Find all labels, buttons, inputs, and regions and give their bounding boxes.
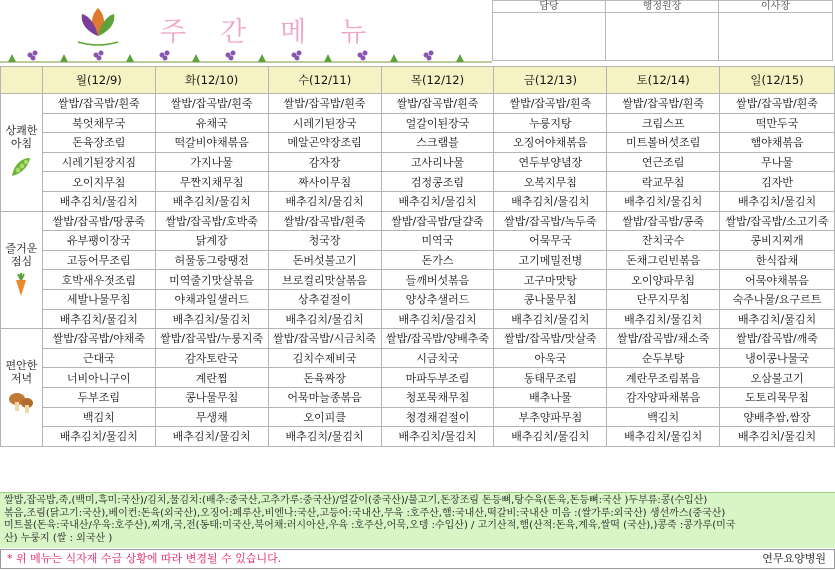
- menu-row: [1, 309, 835, 329]
- menu-cell: 단무지무침: [607, 289, 720, 309]
- menu-cell: 오이지무침: [42, 172, 155, 192]
- menu-cell: 청경채겉절이: [381, 407, 494, 427]
- menu-cell: 백김치: [42, 407, 155, 427]
- menu-cell: 배추김치/물김치: [494, 427, 607, 447]
- menu-cell: 두부조림: [42, 387, 155, 407]
- weekly-menu-table: [0, 66, 835, 447]
- meal-label: [1, 94, 43, 212]
- signature-cell: [719, 13, 833, 61]
- menu-cell: 시레기된장국: [268, 113, 381, 133]
- menu-cell: 감자토란국: [155, 348, 268, 368]
- menu-cell: 들깨버섯볶음: [381, 270, 494, 290]
- menu-row: [1, 152, 835, 172]
- menu-cell: 스크램블: [381, 133, 494, 153]
- menu-cell: 감자양파채볶음: [607, 387, 720, 407]
- menu-cell: 무짠지채무침: [155, 172, 268, 192]
- page-title: 주간메뉴: [160, 17, 401, 48]
- menu-cell: 콩비지찌개: [720, 231, 835, 251]
- menu-cell: 쌀밥/잡곡밥/소고기죽: [720, 211, 835, 231]
- menu-cell: 쌀밥/잡곡밥/누룽지죽: [155, 329, 268, 349]
- menu-cell: 계란무조림볶음: [607, 368, 720, 388]
- menu-cell: 어묵마늘종볶음: [268, 387, 381, 407]
- day-header: 월(12/9): [42, 67, 155, 94]
- menu-cell: 쌀밥/잡곡밥/흰죽: [268, 211, 381, 231]
- menu-cell: 배추김치/물김치: [42, 191, 155, 211]
- menu-cell: 양상추샐러드: [381, 289, 494, 309]
- hospital-logo-icon: [66, 2, 130, 48]
- menu-cell: 세발나물무침: [42, 289, 155, 309]
- menu-cell: 배추김치/물김치: [268, 427, 381, 447]
- menu-cell: 오삼불고기: [720, 368, 835, 388]
- menu-cell: 배추김치/물김치: [155, 191, 268, 211]
- day-header-row: [1, 67, 835, 94]
- menu-cell: 콩나물무침: [155, 387, 268, 407]
- menu-cell: 떡갈비야채볶음: [155, 133, 268, 153]
- notice-message: 위 메뉴는 식자재 수급 상황에 따라 변경될 수 있습니다.: [16, 552, 282, 565]
- day-header: 토(12/14): [607, 67, 720, 94]
- day-header: 목(12/12): [381, 67, 494, 94]
- menu-cell: 배추김치/물김치: [720, 191, 835, 211]
- menu-row: [1, 94, 835, 114]
- menu-cell: 콩나물무침: [494, 289, 607, 309]
- menu-cell: 아욱국: [494, 348, 607, 368]
- menu-cell: 배추김치/물김치: [607, 191, 720, 211]
- menu-cell: 숙주나물/요구르트: [720, 289, 835, 309]
- menu-cell: 브로컬리맛살볶음: [268, 270, 381, 290]
- menu-cell: 연두부양념장: [494, 152, 607, 172]
- menu-cell: 쌀밥/잡곡밥/흰죽: [42, 94, 155, 114]
- menu-row: [1, 133, 835, 153]
- menu-cell: 고등어무조림: [42, 250, 155, 270]
- menu-cell: 상추겉절이: [268, 289, 381, 309]
- menu-cell: 돈버섯불고기: [268, 250, 381, 270]
- menu-cell: 배추김치/물김치: [720, 309, 835, 329]
- menu-cell: 배추김치/물김치: [607, 427, 720, 447]
- menu-cell: 배추김치/물김치: [268, 309, 381, 329]
- menu-cell: 근대국: [42, 348, 155, 368]
- menu-cell: 청국장: [268, 231, 381, 251]
- approval-label: 이사장: [719, 1, 833, 13]
- menu-cell: 배추김치/물김치: [381, 191, 494, 211]
- menu-cell: 쌀밥/잡곡밥/흰죽: [268, 94, 381, 114]
- menu-cell: 도토리묵무침: [720, 387, 835, 407]
- menu-cell: 쌀밥/잡곡밥/깨죽: [720, 329, 835, 349]
- menu-cell: 김자반: [720, 172, 835, 192]
- menu-cell: 얼갈이된장국: [381, 113, 494, 133]
- menu-cell: 닭계장: [155, 231, 268, 251]
- menu-cell: 가지나물: [155, 152, 268, 172]
- notice-bar: [0, 549, 835, 569]
- menu-cell: 배추김치/물김치: [381, 309, 494, 329]
- menu-cell: 야채과일샐러드: [155, 289, 268, 309]
- menu-cell: 쌀밥/잡곡밥/호박죽: [155, 211, 268, 231]
- meal-name-line: 상쾌한: [5, 124, 38, 138]
- menu-cell: 쌀밥/잡곡밥/달걀죽: [381, 211, 494, 231]
- menu-cell: 쌀밥/잡곡밥/흰죽: [381, 94, 494, 114]
- menu-cell: 어묵야채볶음: [720, 270, 835, 290]
- menu-cell: 메알곤약장조림: [268, 133, 381, 153]
- menu-cell: 쌀밥/잡곡밥/흰죽: [494, 94, 607, 114]
- menu-cell: 돈채그린빈볶음: [607, 250, 720, 270]
- notice-mark: *: [7, 552, 13, 565]
- menu-cell: 고구마맛탕: [494, 270, 607, 290]
- meal-name-line: 저녁: [10, 372, 33, 386]
- menu-cell: 배추김치/물김치: [381, 427, 494, 447]
- meal-label: [1, 211, 43, 329]
- menu-cell: 부추양파무침: [494, 407, 607, 427]
- menu-cell: 배추김치/물김치: [268, 191, 381, 211]
- menu-cell: 잔치국수: [607, 231, 720, 251]
- hospital-name: 연무요양병원: [762, 552, 826, 565]
- menu-cell: 햄야채볶음: [720, 133, 835, 153]
- menu-cell: 떡만두국: [720, 113, 835, 133]
- menu-row: [1, 407, 835, 427]
- signature-cell: [606, 13, 719, 61]
- menu-cell: 쌀밥/잡곡밥/흰죽: [720, 94, 835, 114]
- approval-box: [492, 0, 833, 61]
- menu-row: [1, 231, 835, 251]
- meal-name-line: 편안한: [5, 359, 38, 373]
- menu-cell: 쌀밥/잡곡밥/맛살죽: [494, 329, 607, 349]
- menu-cell: 쌀밥/잡곡밥/흰죽: [607, 94, 720, 114]
- menu-row: [1, 211, 835, 231]
- day-header: 수(12/11): [268, 67, 381, 94]
- menu-cell: 무생채: [155, 407, 268, 427]
- corner-cell: [1, 67, 43, 94]
- menu-cell: 돈육장조림: [42, 133, 155, 153]
- menu-cell: 쌀밥/잡곡밥/시금치죽: [268, 329, 381, 349]
- menu-cell: 미역국: [381, 231, 494, 251]
- menu-cell: 배추김치/물김치: [155, 309, 268, 329]
- menu-cell: 쌀밥/잡곡밥/야채죽: [42, 329, 155, 349]
- menu-cell: 짜사이무침: [268, 172, 381, 192]
- menu-cell: 무나물: [720, 152, 835, 172]
- menu-row: [1, 387, 835, 407]
- menu-cell: 배추김치/물김치: [494, 191, 607, 211]
- menu-row: [1, 191, 835, 211]
- menu-cell: 고사리나물: [381, 152, 494, 172]
- origin-note: 쌀밥,잡곡밥,죽,(백미,흑미:국산)/김치,물김치:(배추:중국산,고추가루:중국산)/얼갈이(중국산)/불고기,돈장조림 돈등뼈,탕수육(돈육,돈등뼈:국산 )두부류:콩(수입산) 볶음,조림(닭고기:국산),베이컨:돈육(외국산),오징어:페루산,비엔나:국산,고등어:국내산,무육 :호주산,햄:국내산,떡갈비:국내산 미음 :(쌀가루:외국산) 생선까스(중국산) 미트볼(돈육:국내산/우육:호주산),찌개,국,전(동태:미국산,북어채:러시아산,우육 :호주산,어묵,오뎅 :수입산) / 고기산적,햄(산적:돈육,계육,쌀떡 (국산),)콩죽 :콩가루(미국 산) 누룽지 (쌀 : 외국산 ): [0, 492, 835, 548]
- mushroom-icon: [1, 389, 42, 415]
- meal-name-line: 아침: [10, 137, 33, 151]
- menu-cell: 유부팽이장국: [42, 231, 155, 251]
- menu-row: [1, 250, 835, 270]
- menu-cell: 배추나물: [494, 387, 607, 407]
- menu-row: [1, 289, 835, 309]
- menu-cell: 연근조림: [607, 152, 720, 172]
- menu-cell: 배추김치/물김치: [42, 427, 155, 447]
- menu-cell: 검정콩조림: [381, 172, 494, 192]
- menu-row: [1, 113, 835, 133]
- menu-cell: 돈육짜장: [268, 368, 381, 388]
- menu-cell: 고기메밀전병: [494, 250, 607, 270]
- menu-row: [1, 427, 835, 447]
- menu-cell: 쌀밥/잡곡밥/흰죽: [155, 94, 268, 114]
- menu-row: [1, 172, 835, 192]
- menu-cell: 너비아니구이: [42, 368, 155, 388]
- day-header: 화(12/10): [155, 67, 268, 94]
- menu-cell: 배추김치/물김치: [607, 309, 720, 329]
- meal-name-line: 즐거운: [5, 241, 38, 255]
- menu-row: [1, 348, 835, 368]
- menu-cell: 동태무조림: [494, 368, 607, 388]
- menu-cell: 쌀밥/잡곡밥/채소죽: [607, 329, 720, 349]
- menu-cell: 미역줄기맛살볶음: [155, 270, 268, 290]
- menu-cell: 오이피클: [268, 407, 381, 427]
- menu-cell: 배추김치/물김치: [42, 309, 155, 329]
- menu-cell: 청포묵채무침: [381, 387, 494, 407]
- menu-cell: 오징어야채볶음: [494, 133, 607, 153]
- menu-cell: 어묵무국: [494, 231, 607, 251]
- menu-row: [1, 368, 835, 388]
- menu-cell: 냉이콩나물국: [720, 348, 835, 368]
- menu-cell: 배추김치/물김치: [494, 309, 607, 329]
- day-header: 금(12/13): [494, 67, 607, 94]
- menu-cell: 계란찜: [155, 368, 268, 388]
- meal-label: [1, 329, 43, 447]
- menu-row: [1, 270, 835, 290]
- menu-cell: 유채국: [155, 113, 268, 133]
- menu-cell: 김치수제비국: [268, 348, 381, 368]
- menu-cell: 미트볼버섯조림: [607, 133, 720, 153]
- menu-row: [1, 329, 835, 349]
- menu-cell: 백김치: [607, 407, 720, 427]
- meal-name-line: 점심: [10, 254, 33, 268]
- vine-border-icon: [0, 44, 492, 66]
- menu-cell: 오이양파무침: [607, 270, 720, 290]
- menu-cell: 쌀밥/잡곡밥/콩죽: [607, 211, 720, 231]
- menu-cell: 시금치국: [381, 348, 494, 368]
- menu-cell: 락교무침: [607, 172, 720, 192]
- notice-text: [7, 550, 281, 568]
- menu-cell: 양배추쌈,쌈장: [720, 407, 835, 427]
- menu-cell: 배추김치/물김치: [720, 427, 835, 447]
- menu-cell: 배추김치/물김치: [155, 427, 268, 447]
- signature-cell: [493, 13, 606, 61]
- menu-cell: 감자장: [268, 152, 381, 172]
- menu-cell: 시레기된장지짐: [42, 152, 155, 172]
- day-header: 일(12/15): [720, 67, 835, 94]
- approval-label: 행정원장: [606, 1, 719, 13]
- menu-cell: 쌀밥/잡곡밥/녹두죽: [494, 211, 607, 231]
- menu-cell: 한식잡채: [720, 250, 835, 270]
- menu-cell: 크림스프: [607, 113, 720, 133]
- approval-label: 담당: [493, 1, 606, 13]
- menu-cell: 북엇채무국: [42, 113, 155, 133]
- menu-cell: 오복지무침: [494, 172, 607, 192]
- menu-cell: 순두부탕: [607, 348, 720, 368]
- menu-cell: 허물동그랑땡전: [155, 250, 268, 270]
- menu-cell: 쌀밥/잡곡밥/땅콩죽: [42, 211, 155, 231]
- menu-cell: 마파두부조림: [381, 368, 494, 388]
- peas-pod-icon: [1, 154, 42, 180]
- menu-cell: 누룽지탕: [494, 113, 607, 133]
- menu-cell: 돈가스: [381, 250, 494, 270]
- menu-cell: 호박새우젓조림: [42, 270, 155, 290]
- menu-header: [0, 0, 835, 66]
- carrot-icon: [1, 272, 42, 298]
- menu-cell: 쌀밥/잡곡밥/양배추죽: [381, 329, 494, 349]
